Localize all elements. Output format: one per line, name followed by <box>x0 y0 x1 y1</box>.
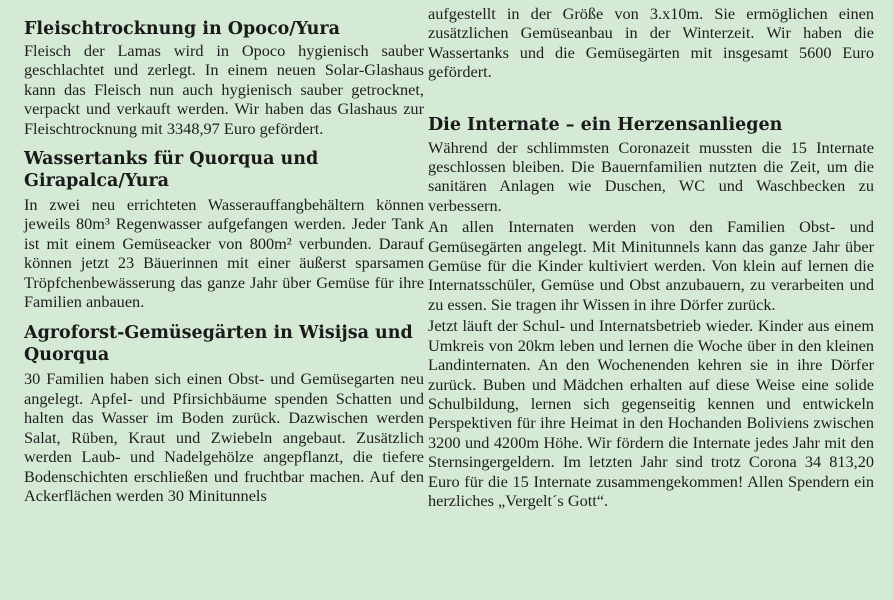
paragraph-internate-schulbetrieb: Jetzt läuft der Schul- und Internatsbetrieb wieder. Kinder aus einem Umkreis von 20km leben und lernen die Woche über in den kleinen Landinternaten. An den Wochenenden kehren sie in ihre Dörfer zurück. Buben und Mädchen erhalten auf diese Weise eine solide Schulbildung, lernen sich gegenseitig kennen und entwickeln Perspektiven für ihre Heimat in den Hochanden Boliviens zwischen 3200 und 4200m Höhe. Wir fördern die Internate jedes Jahr mit den Sternsingergeldern. Im letzten Jahr sind trotz Corona 34 813,20 Euro für die 15 Internate zusammengekommen! Allen Spendern ein herzliches „Vergelt´s Gott“. <box>428 316 874 510</box>
paragraph-internate-corona: Während der schlimmsten Coronazeit mussten die 15 Internate geschlossen bleiben. Die Bauernfamilien nutzten die Zeit, um die sanitären Anlagen wie Duschen, WC und Waschbecken zu verbessern. <box>428 137 874 215</box>
paragraph-fleischtrocknung: Fleisch der Lamas wird in Opoco hygienisch sauber geschlachtet und zerlegt. In einem neuen Solar-Glashaus kann das Fleisch nun auch hygienisch sauber getrocknet, verpackt und verkauft werden. Wir haben das Glashaus zur Fleischtrocknung mit 3348,97 Euro gefördert. <box>24 41 424 138</box>
paragraph-wassertanks: In zwei neu errichteten Wasserauffangbehältern können jeweils 80m³ Regenwasser aufgefangen werden. Jeder Tank ist mit einem Gemüseacker von 800m² verbunden. Darauf können jetzt 23 Bäuerinnen mit einer äußerst sparsamen Tröpfchenbewässerung das ganze Jahr über Gemüse für ihre Familien anbauen. <box>24 195 424 312</box>
right-column <box>428 0 874 510</box>
paragraph-agroforst-continued: aufgestellt in der Größe von 3.x10m. Sie ermöglichen einen zusätzlichen Gemüseanbau in der Winterzeit. Wir haben die Wassertanks und die Gemüsegärten mit insgesamt 5600 Euro gefördert. <box>428 4 874 82</box>
heading-internate: Die Internate – ein Herzensanliegen <box>428 114 783 135</box>
left-column <box>24 0 424 505</box>
heading-fleischtrocknung: Fleischtrocknung in Opoco/Yura <box>24 19 340 39</box>
heading-wassertanks: Wassertanks für Quorqua und Girapalca/Yura <box>24 149 319 192</box>
paragraph-agroforst: 30 Familien haben sich einen Obst- und Gemüsegarten neu angelegt. Apfel- und Pfirsichbäume spenden Schatten und halten das Wasser im Boden zurück. Dazwischen werden Salat, Rüben, Kraut und Zwiebeln angebaut. Zusätzlich werden Laub- und Nadelgehölze angepflanzt, die tiefere Bodenschichten erschließen und fruchtbar machen. Auf den Ackerflächen werden 30 Minitunnels <box>24 369 424 505</box>
heading-agroforst: Agroforst-Gemüsegärten in Wisijsa und Quorqua <box>24 323 413 366</box>
paragraph-internate-gaerten: An allen Internaten werden von den Familien Obst- und Gemüsegärten angelegt. Mit Minitunnels kann das ganze Jahr über Gemüse für die Kinder kultiviert werden. Von klein auf lernen die Internatsschüler, Gemüse und Obst anzubauern, zu verarbeiten und zu essen. Sie tragen ihr Wissen in ihre Dörfer zurück. <box>428 217 874 314</box>
